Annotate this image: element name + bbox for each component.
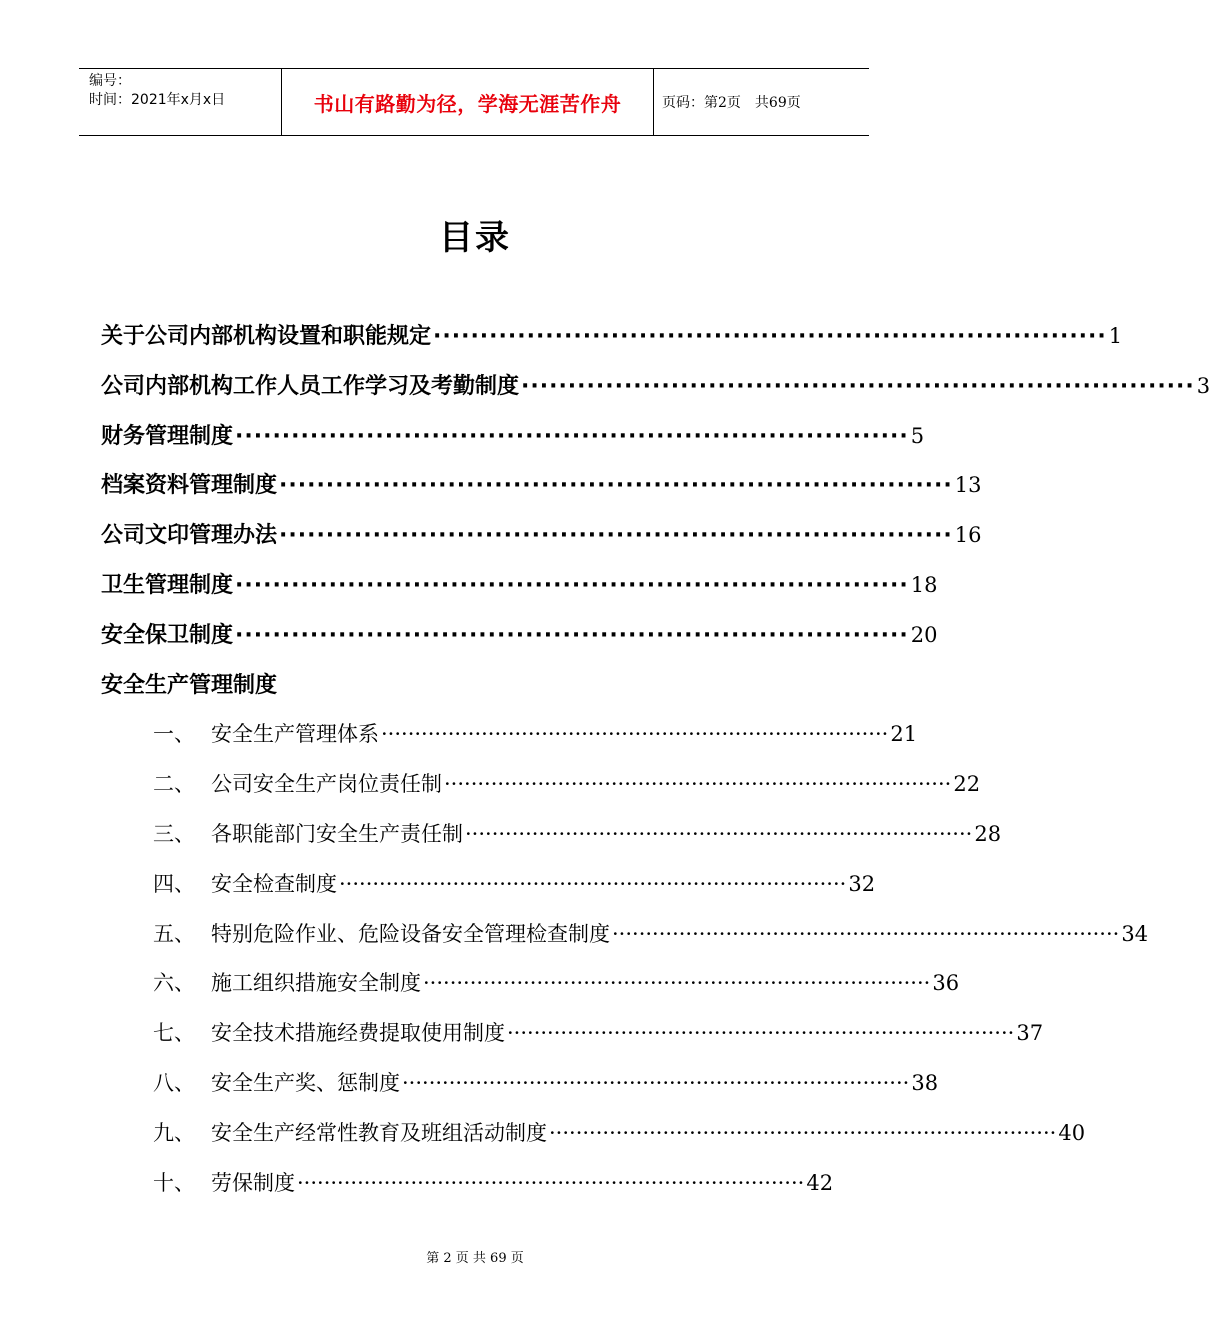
toc-entry[interactable] (101, 362, 1210, 412)
toc-sub-entry[interactable] (101, 1009, 1044, 1059)
toc-sub-page: 22 (953, 772, 981, 797)
toc-sub-title: 劳保制度 (211, 1170, 295, 1195)
toc-sub-entry[interactable] (101, 810, 1002, 860)
toc-entry-page: 5 (910, 423, 925, 448)
toc-leader-dots: ········································································ (279, 523, 953, 549)
toc-entry[interactable] (101, 561, 938, 611)
toc-entry-page: 18 (910, 572, 938, 597)
toc-entry-page: 3 (1196, 373, 1210, 398)
toc-sub-entry[interactable] (101, 710, 918, 760)
page-footer: 第 2 页 共 69 页 (426, 1251, 524, 1266)
toc-section-heading[interactable] (101, 661, 827, 711)
toc-sub-page: 42 (806, 1170, 834, 1195)
toc-leader-dots: ············································································ (381, 722, 889, 747)
toc-leader-dots: ············································································ (507, 1021, 1015, 1046)
toc-leader-dots: ············································································ (444, 772, 952, 797)
toc-sub-entry[interactable] (101, 1159, 834, 1209)
toc-entry-title: 公司内部机构工作人员工作学习及考勤制度 (101, 373, 520, 399)
toc-sub-number: 九、 (153, 1120, 195, 1145)
toc-sub-title: 特别危险作业、危险设备安全管理检查制度 (211, 921, 610, 946)
page-title: 目录 (439, 218, 511, 258)
toc-leader-dots: ············································································ (339, 871, 847, 896)
toc-entry-title: 财务管理制度 (101, 423, 234, 449)
toc-entry-page: 20 (910, 622, 938, 647)
toc-entry-title: 关于公司内部机构设置和职能规定 (101, 324, 432, 349)
number-label: 编号： (89, 73, 131, 89)
toc-leader-dots: ········································································ (521, 373, 1195, 399)
toc-entry-page: 1 (1108, 324, 1123, 348)
toc-leader-dots: ········································································ (279, 473, 953, 499)
toc-sub-page: 37 (1016, 1021, 1044, 1046)
header-page-info: 页码：第2页 共69页 (662, 95, 801, 111)
toc-leader-dots: ············································································ (549, 1120, 1057, 1145)
toc-entry-title: 卫生管理制度 (101, 572, 234, 598)
toc-sub-page: 21 (890, 722, 918, 747)
toc-entry-title: 公司文印管理办法 (101, 523, 278, 549)
toc-sub-page: 28 (974, 821, 1002, 846)
toc-sub-number: 七、 (153, 1021, 195, 1046)
toc-leader-dots: ············································································ (423, 971, 931, 996)
toc-entry[interactable] (101, 412, 925, 462)
toc-sub-page: 36 (932, 971, 960, 996)
toc-leader-dots: ············································································ (465, 821, 973, 846)
toc-leader-dots: ············································································ (297, 1170, 805, 1195)
toc-sub-title: 公司安全生产岗位责任制 (211, 772, 442, 797)
table-of-contents (101, 312, 1210, 1208)
toc-sub-number: 四、 (153, 871, 195, 896)
toc-sub-title: 安全技术措施经费提取使用制度 (211, 1021, 505, 1046)
toc-sub-title: 各职能部门安全生产责任制 (211, 821, 463, 846)
toc-sub-page: 40 (1058, 1120, 1086, 1145)
toc-sub-entry[interactable] (101, 860, 876, 910)
toc-entry[interactable] (101, 611, 938, 661)
toc-sub-number: 一、 (153, 722, 195, 747)
toc-sub-page: 32 (848, 871, 876, 896)
toc-entry[interactable] (101, 312, 1123, 362)
toc-leader-dots: ········································································ (235, 423, 909, 449)
page-header (79, 68, 869, 136)
toc-leader-dots: ············································································ (612, 921, 1120, 946)
header-motto: 书山有路勤为径，学海无涯苦作舟 (281, 69, 654, 135)
toc-leader-dots: ········································································ (235, 572, 909, 598)
toc-sub-entry[interactable] (101, 959, 960, 1009)
toc-sub-page: 38 (911, 1070, 939, 1095)
toc-sub-entry[interactable] (101, 1059, 939, 1109)
toc-sub-title: 安全生产经常性教育及班组活动制度 (211, 1120, 547, 1145)
toc-entry-page: 13 (954, 473, 982, 498)
toc-sub-number: 十、 (153, 1170, 195, 1195)
toc-section-title: 安全生产管理制度 (101, 672, 278, 698)
toc-leader-dots: ············································································ (402, 1070, 910, 1095)
toc-sub-number: 五、 (153, 921, 195, 946)
toc-sub-title: 安全生产奖、惩制度 (211, 1070, 400, 1095)
toc-entry[interactable] (101, 461, 982, 511)
toc-sub-entry[interactable] (101, 910, 1149, 960)
toc-entry-page: 16 (954, 523, 982, 548)
toc-entry-title: 安全保卫制度 (101, 622, 234, 648)
toc-sub-number: 三、 (153, 821, 195, 846)
toc-sub-title: 施工组织措施安全制度 (211, 971, 421, 996)
toc-entry[interactable] (101, 511, 982, 561)
toc-sub-entry[interactable] (101, 760, 981, 810)
toc-sub-title: 安全生产管理体系 (211, 722, 379, 747)
toc-sub-title: 安全检查制度 (211, 871, 337, 896)
toc-sub-entry[interactable] (101, 1109, 1086, 1159)
toc-leader-dots: ········································································ (433, 324, 1107, 349)
header-meta-cell (79, 69, 281, 135)
toc-sub-number: 二、 (153, 772, 195, 797)
toc-sub-number: 八、 (153, 1070, 195, 1095)
toc-sub-page: 34 (1121, 921, 1149, 946)
toc-sub-number: 六、 (153, 971, 195, 996)
toc-entry-title: 档案资料管理制度 (101, 473, 278, 499)
toc-leader-dots: ········································································ (235, 622, 909, 648)
time-label: 时间：2021年x月x日 (89, 92, 226, 108)
